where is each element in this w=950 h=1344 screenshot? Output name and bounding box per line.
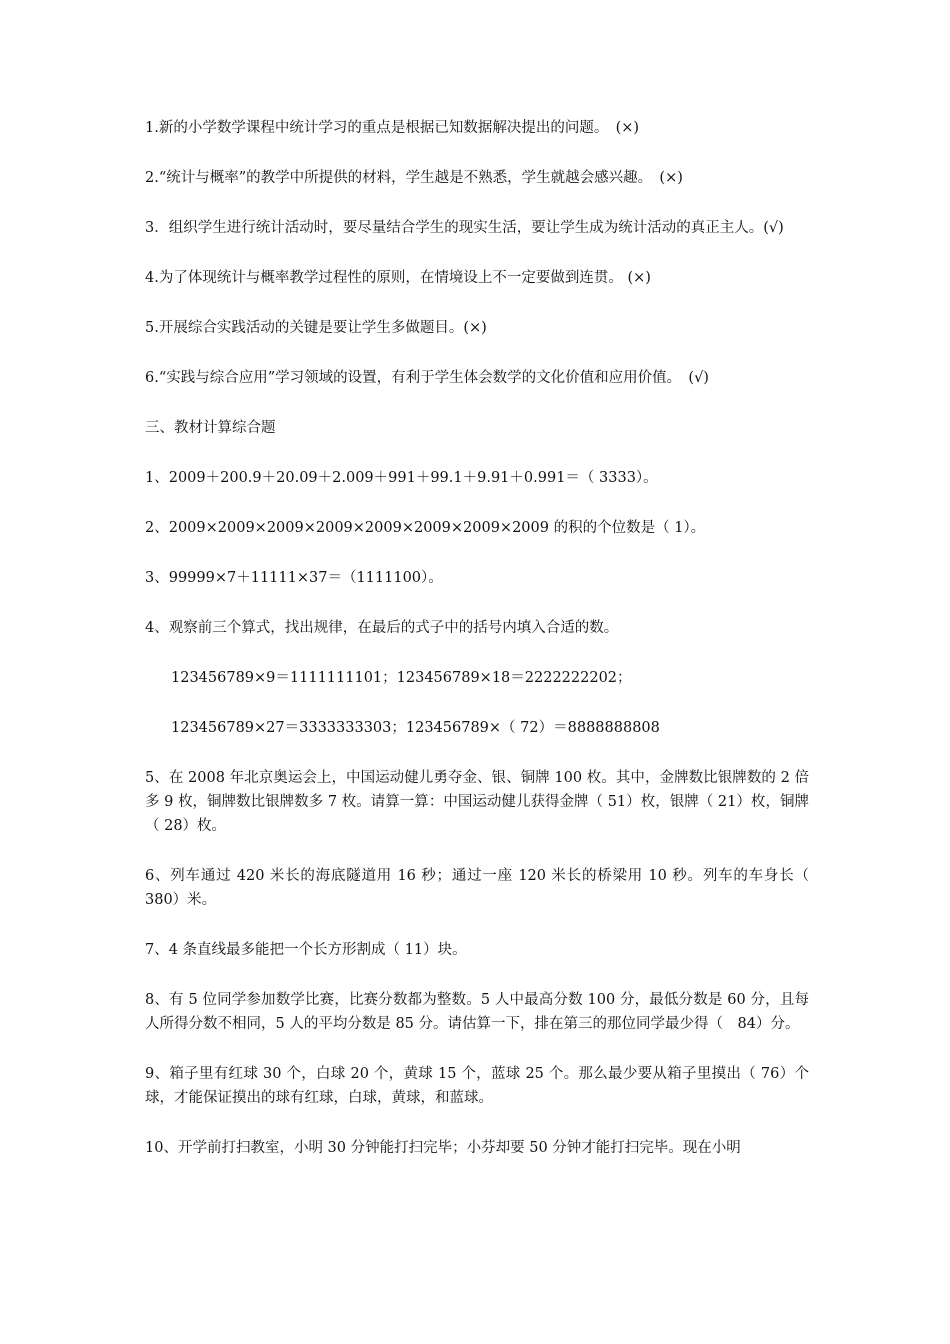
problem-5: 5、在 2008 年北京奥运会上，中国运动健儿勇夺金、银、铜牌 100 枚。其中，金牌数比银牌数的 2 倍多 9 枚，铜牌数比银牌数多 7 枚。请算一算：中国运动健儿获得金牌（ 51）枚，银牌（ 21）枚，铜牌（ 28）枚。 xyxy=(145,770,809,834)
problem-8: 8、有 5 位同学参加数学比赛，比赛分数都为整数。5 人中最高分数 100 分，最低分数是 60 分，且每人所得分数不相同，5 人的平均分数是 85 分。请估算一下，排在第三的那位同学最少得（ 84）分。 xyxy=(145,992,809,1032)
problem-4: 4、观察前三个算式，找出规律，在最后的式子中的括号内填入合适的数。 xyxy=(145,620,619,636)
judgment-item-5: 5.开展综合实践活动的关键是要让学生多做题目。(×) xyxy=(145,320,487,336)
judgment-item-3: 3．组织学生进行统计活动时，要尽量结合学生的现实生活，要让学生成为统计活动的真正主人。(√) xyxy=(145,220,784,236)
problem-10: 10、开学前打扫教室，小明 30 分钟能打扫完毕；小芬却要 50 分钟才能打扫完毕。现在小明 xyxy=(145,1140,741,1156)
document-page xyxy=(145,116,809,1186)
judgment-item-1: 1.新的小学数学课程中统计学习的重点是根据已知数据解决提出的问题。 (×) xyxy=(145,120,640,136)
judgment-item-4: 4.为了体现统计与概率教学过程性的原则，在情境设上不一定要做到连贯。 (×) xyxy=(145,270,651,286)
judgment-item-6: 6.“实践与综合应用”学习领域的设置，有利于学生体会数学的文化价值和应用价值。 (√) xyxy=(145,370,709,386)
judgment-item-2: 2.“统计与概率”的教学中所提供的材料，学生越是不熟悉，学生就越会感兴趣。 (×) xyxy=(145,170,683,186)
problem-1: 1、2009＋200.9＋20.09＋2.009＋991＋99.1＋9.91＋0.991＝（ 3333）。 xyxy=(145,470,658,486)
problem-6: 6、列车通过 420 米长的海底隧道用 16 秒；通过一座 120 米长的桥梁用 10 秒。列车的车身长（ 380）米。 xyxy=(145,868,809,908)
section-title: 三、教材计算综合题 xyxy=(145,420,276,436)
problem-9: 9、箱子里有红球 30 个，白球 20 个，黄球 15 个，蓝球 25 个。那么最少要从箱子里摸出（ 76）个球，才能保证摸出的球有红球，白球，黄球，和蓝球。 xyxy=(145,1066,809,1106)
formula-line-1: 123456789×9＝1111111101；123456789×18＝2222222202； xyxy=(171,670,632,686)
problem-2: 2、2009×2009×2009×2009×2009×2009×2009×2009 的积的个位数是（ 1）。 xyxy=(145,520,706,536)
formula-line-2: 123456789×27＝3333333303；123456789×（ 72）＝8888888808 xyxy=(171,720,660,736)
problem-7: 7、4 条直线最多能把一个长方形割成（ 11）块。 xyxy=(145,942,467,958)
problem-3: 3、99999×7＋11111×37＝（1111100）。 xyxy=(145,570,443,586)
